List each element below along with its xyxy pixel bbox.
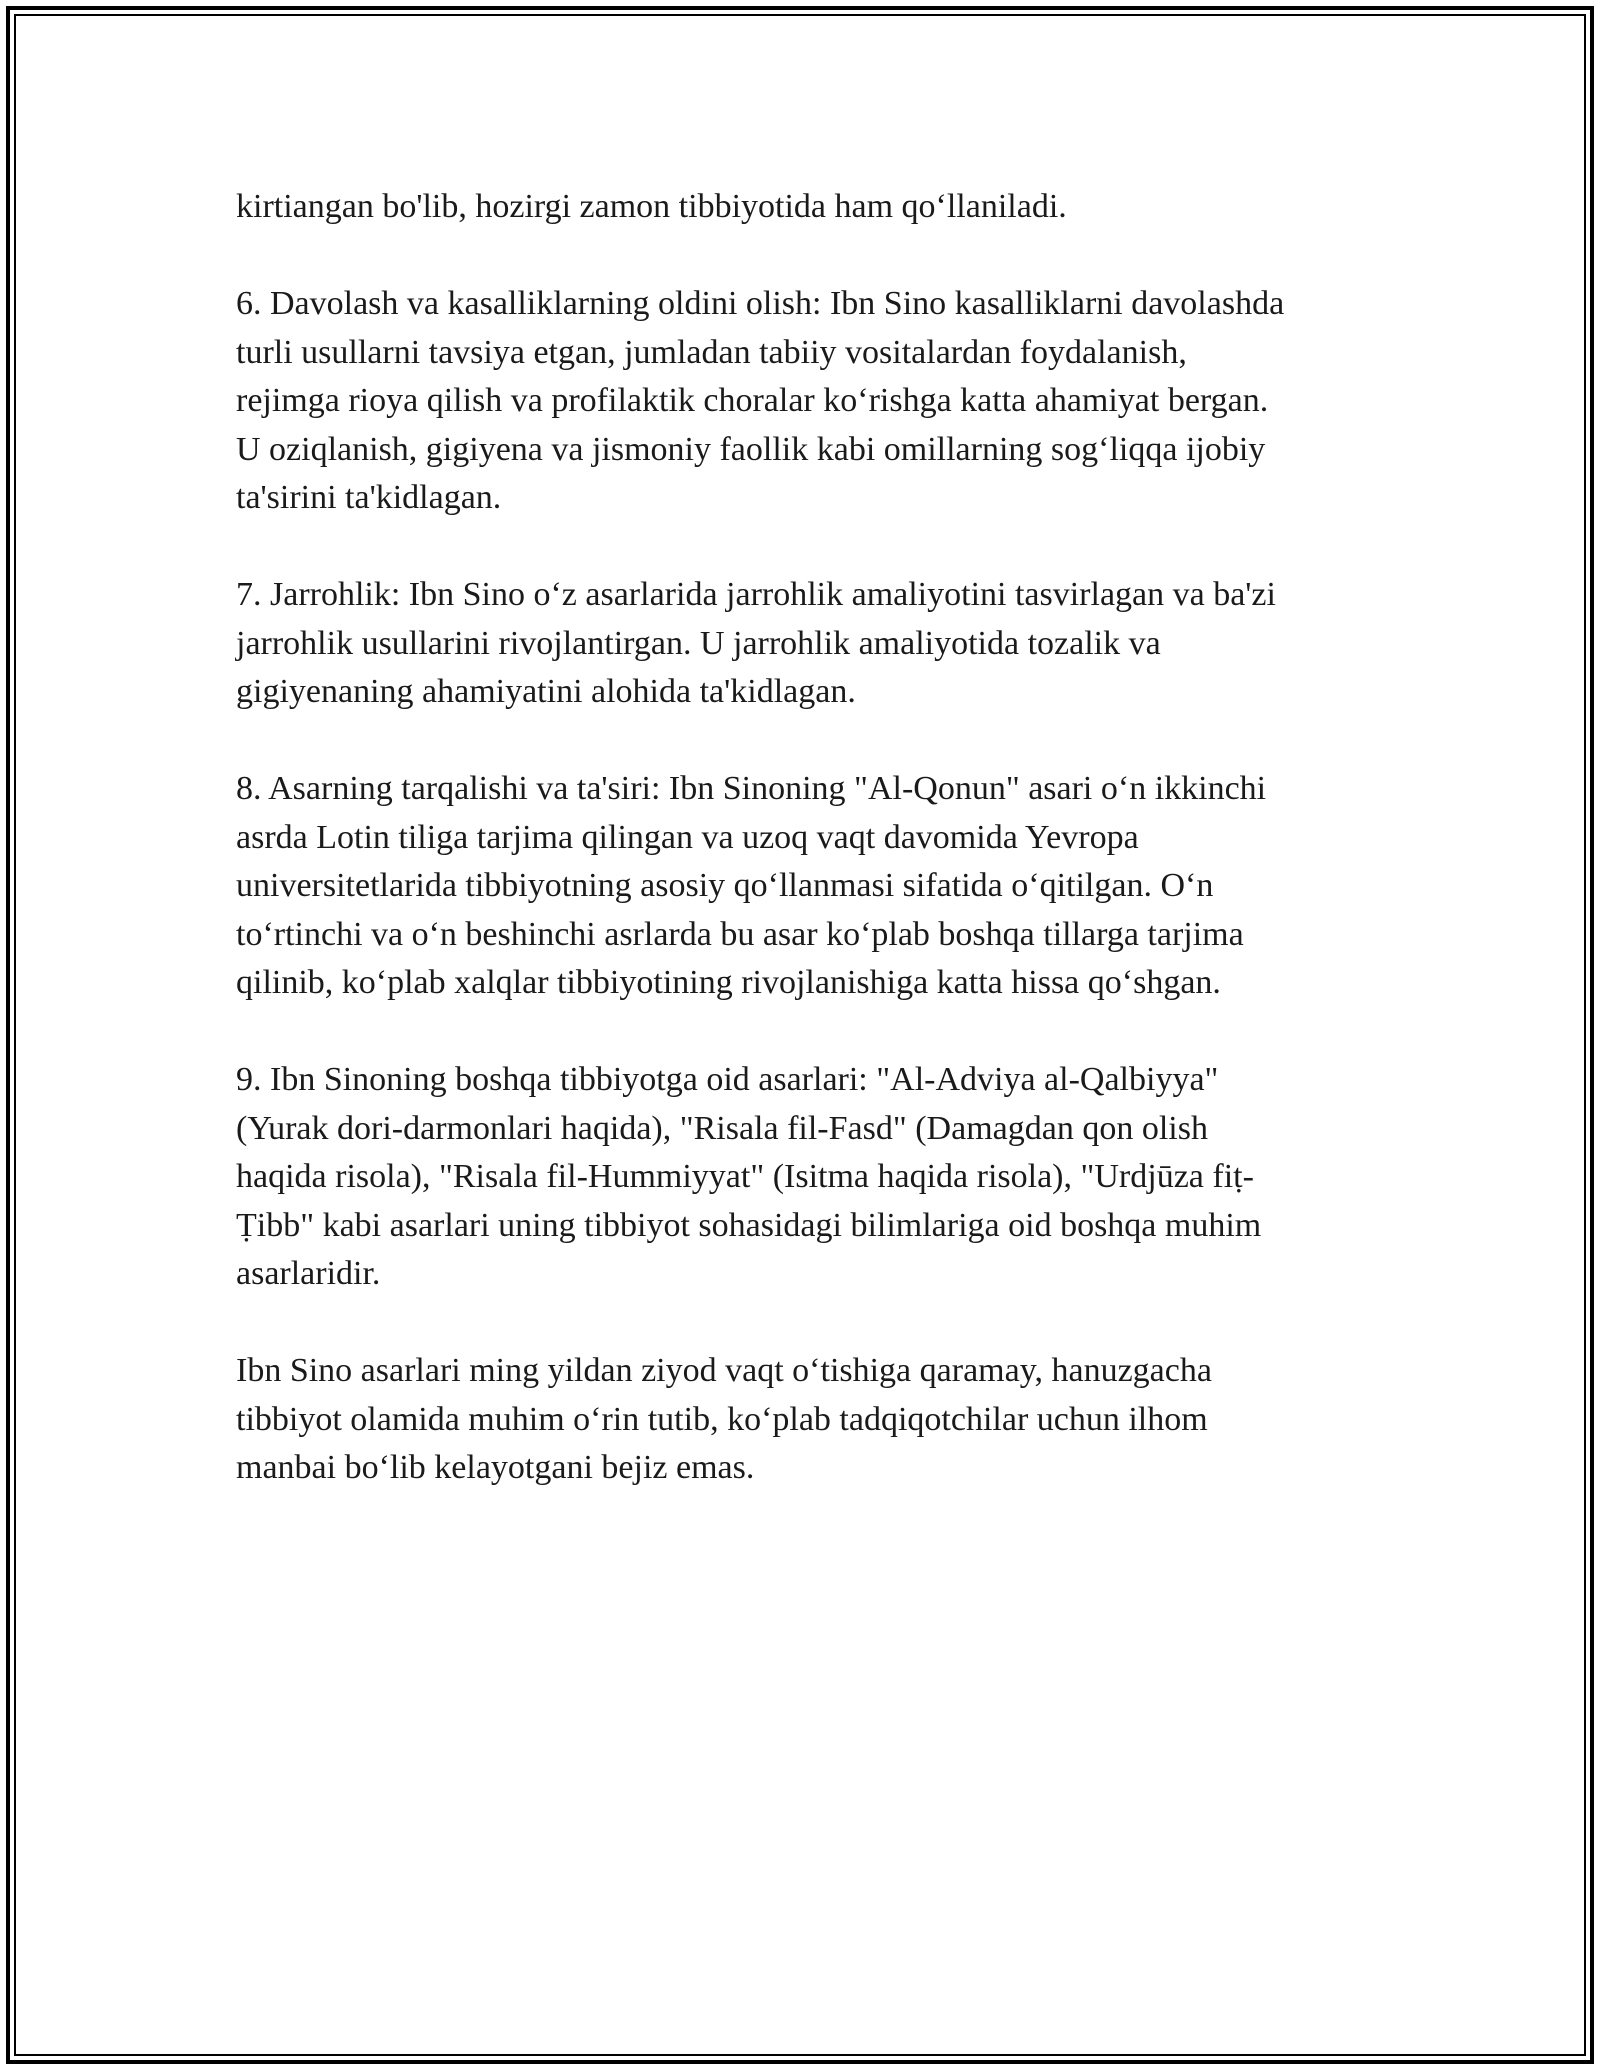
text-line: ta'sirini ta'kidlagan. (236, 479, 502, 516)
paragraph-conclusion (236, 1347, 1386, 1493)
text-line: qilinib, ko‘plab xalqlar tibbiyotining rivojlanishiga katta hissa qo‘shgan. (236, 964, 1221, 1001)
paragraph-continuation (236, 183, 1386, 232)
text-line: (Yurak dori-darmonlari haqida), "Risala fil-Fasd" (Damagdan qon olish (236, 1109, 1208, 1147)
text-line: rejimga rioya qilish va profilaktik choralar ko‘rishga katta ahamiyat bergan. (236, 382, 1269, 419)
text-line: manbai bo‘lib kelayotgani bejiz emas. (236, 1449, 755, 1486)
paragraph-item-7 (236, 571, 1386, 717)
text-line: kirtiangan bo'lib, hozirgi zamon tibbiyotida ham qo‘llaniladi. (236, 188, 1067, 225)
text-line: to‘rtinchi va o‘n beshinchi asrlarda bu asar ko‘plab boshqa tillarga tarjima (236, 915, 1244, 953)
text-line: 8. Asarning tarqalishi va ta'siri: Ibn Sinoning "Al-Qonun" asari o‘n ikkinchi (236, 770, 1267, 807)
text-line: universitetlarida tibbiyotning asosiy qo‘llanmasi sifatida o‘qitilgan. O‘n (236, 867, 1214, 904)
text-line: 7. Jarrohlik: Ibn Sino o‘z asarlarida jarrohlik amaliyotini tasvirlagan va ba'zi (236, 576, 1276, 613)
paragraph-item-6 (236, 280, 1386, 523)
text-line: tibbiyot olamida muhim o‘rin tutib, ko‘plab tadqiqotchilar uchun ilhom (236, 1400, 1208, 1438)
text-line: asrda Lotin tiliga tarjima qilingan va uzoq vaqt davomida Yevropa (236, 818, 1139, 856)
text-line: 6. Davolash va kasalliklarning oldini olish: Ibn Sino kasalliklarni davolashda (236, 285, 1285, 322)
text-line: haqida risola), "Risala fil-Hummiyyat" (Isitma haqida risola), "Urdjūza fiṭ- (236, 1158, 1254, 1195)
text-line: Ṭibb" kabi asarlari uning tibbiyot sohasidagi bilimlariga oid boshqa muhim (236, 1206, 1262, 1244)
text-line: Ibn Sino asarlari ming yildan ziyod vaqt o‘tishiga qaramay, hanuzgacha (236, 1352, 1212, 1389)
text-line: asarlaridir. (236, 1255, 381, 1292)
text-line: 9. Ibn Sinoning boshqa tibbiyotga oid asarlari: "Al-Adviya al-Qalbiyya" (236, 1061, 1219, 1098)
text-line: jarrohlik usullarini rivojlantirgan. U jarrohlik amaliyotida tozalik va (236, 624, 1161, 662)
text-line: turli usullarni tavsiya etgan, jumladan tabiiy vositalardan foydalanish, (236, 333, 1187, 371)
document-body (236, 183, 1386, 1541)
text-line: U oziqlanish, gigiyena va jismoniy faollik kabi omillarning sog‘liqqa ijobiy (236, 430, 1266, 468)
paragraph-item-8 (236, 765, 1386, 1008)
paragraph-item-9 (236, 1056, 1386, 1299)
text-line: gigiyenaning ahamiyatini alohida ta'kidlagan. (236, 673, 856, 710)
